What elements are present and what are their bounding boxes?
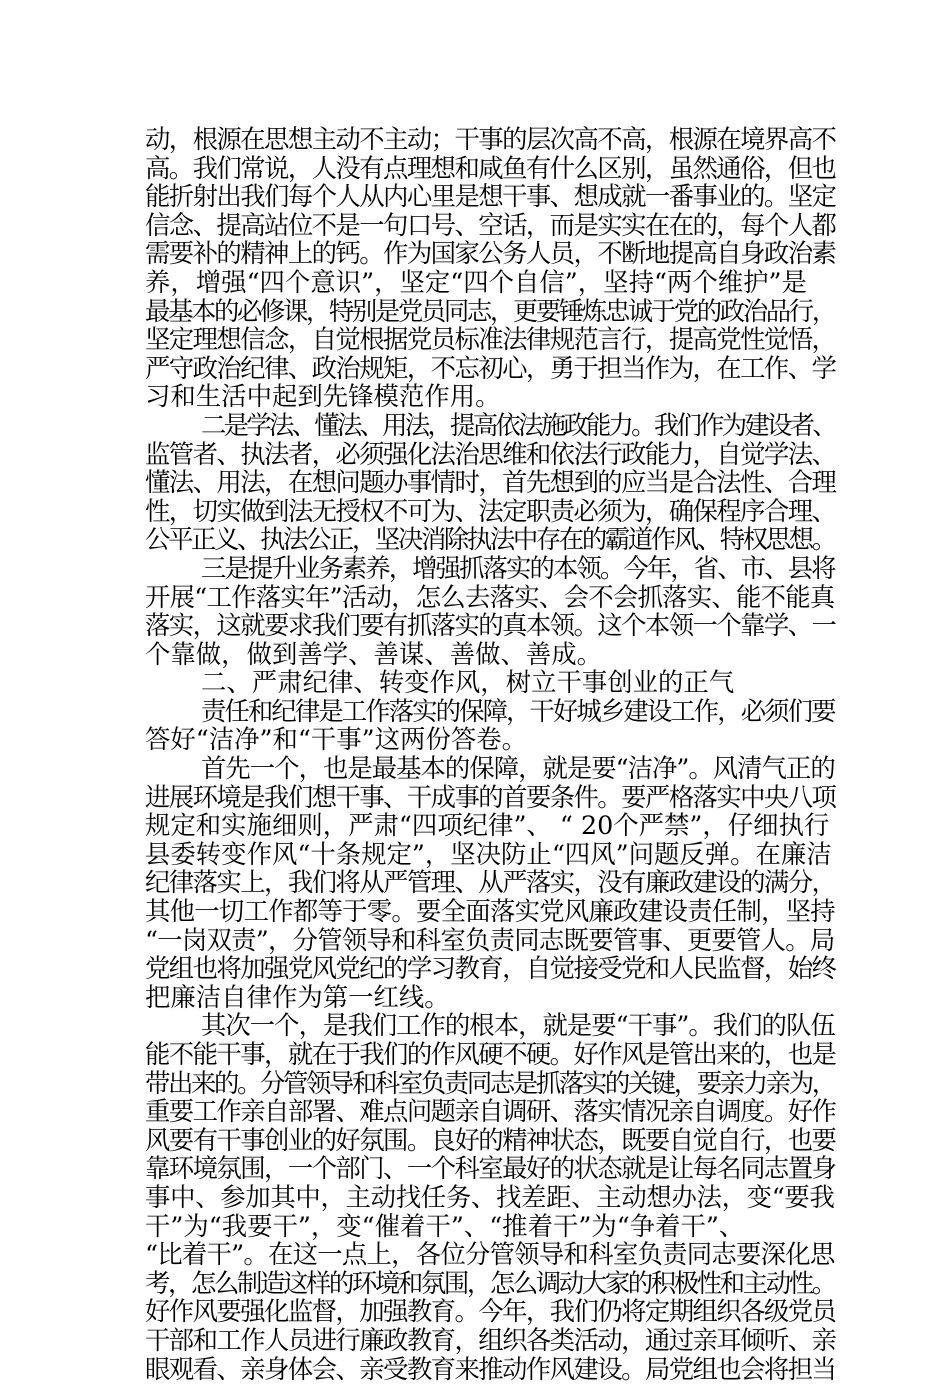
text-line: 党组也将加强党风党纪的学习教育，自觉接受党和人民监督，始终 bbox=[145, 953, 836, 984]
text-line: 其他一切工作都等于零。要全面落实党风廉政建设责任制，坚持 bbox=[145, 896, 835, 927]
text-line: 能折射出我们每个人从内心里是想干事、想成就一番事业的。坚定 bbox=[145, 181, 836, 212]
text-line: “比着干”。在这一点上，各位分管领导和科室负责同志要深化思 bbox=[145, 1239, 835, 1270]
text-line: 责任和纪律是工作落实的保障，干好城乡建设工作，必须们要 bbox=[201, 695, 835, 726]
text-line: 首先一个，也是最基本的保障，就是要“洁净”。风清气正的 bbox=[201, 753, 835, 784]
text-line: 养，增强“四个意识”，坚定“四个自信”，坚持“两个维护”是 bbox=[145, 266, 807, 297]
text-line: 信念、提高站位不是一句口号、空话，而是实实在在的，每个人都 bbox=[145, 209, 836, 240]
text-line: 进展环境是我们想干事、干成事的首要条件。要严格落实中央八项 bbox=[145, 781, 836, 812]
text-line: 其次一个，是我们工作的根本，就是要“干事”。我们的队伍 bbox=[201, 1010, 835, 1041]
text-line: 性，切实做到法无授权不可为、法定职责必须为，确保程序合理、 bbox=[145, 495, 836, 526]
text-line: 动，根源在思想主动不主动；干事的层次高不高，根源在境界高不 bbox=[145, 124, 836, 154]
text-line: 眼观看、亲身体会、亲受教育来推动作风建设。局党组也会将担当 bbox=[145, 1353, 836, 1384]
text-line: 最基本的必修课，特别是党员同志，更要锤炼忠诚于党的政治品行， bbox=[145, 295, 835, 326]
text-line: 习和生活中起到先锋模范作用。 bbox=[145, 381, 501, 412]
text-line: 纪律落实上，我们将从严管理、从严落实，没有廉政建设的满分， bbox=[145, 867, 836, 898]
text-line: 重要工作亲自部署、难点问题亲自调研、落实情况亲自调度。好作 bbox=[145, 1096, 836, 1127]
text-line: 事中、参加其中，主动找任务、找差距、主动想办法，变“要我 bbox=[145, 1181, 835, 1212]
text-line: 开展“工作落实年”活动，怎么去落实、会不会抓落实、能不能真 bbox=[145, 581, 835, 612]
text-line: 监管者、执法者，必须强化法治思维和依法行政能力，自觉学法、 bbox=[145, 438, 836, 469]
text-line: 三是提升业务素养，增强抓落实的本领。今年，省、市、县将 bbox=[201, 552, 835, 583]
text-line: 风要有干事创业的好氛围。良好的精神状态，既要自觉自行，也要 bbox=[145, 1124, 836, 1155]
text-line: 严守政治纪律、政治规矩，不忘初心，勇于担当作为，在工作、学 bbox=[145, 352, 836, 383]
text-line: 干部和工作人员进行廉政教育，组织各类活动，通过亲耳倾听、亲 bbox=[145, 1324, 836, 1355]
text-line: 二是学法、懂法、用法，提高依法施政能力。我们作为建设者、 bbox=[201, 409, 835, 440]
text-line: 个靠做，做到善学、善谋、善做、善成。 bbox=[145, 638, 603, 669]
text-line: 县委转变作风“十条规定”，坚决防止“四风”问题反弹。在廉洁 bbox=[145, 838, 832, 869]
text-line: 高。我们常说，人没有点理想和咸鱼有什么区别，虽然通俗，但也 bbox=[145, 152, 836, 183]
text-line: 答好“洁净”和“干事”这两份答卷。 bbox=[145, 724, 527, 755]
document-body-text bbox=[145, 125, 835, 1383]
text-line: 能不能干事，就在于我们的作风硬不硬。好作风是管出来的，也是 bbox=[145, 1039, 836, 1069]
text-line: 靠环境氛围，一个部门、一个科室最好的状态就是让每名同志置身 bbox=[145, 1153, 836, 1184]
text-line: 公平正义、执法公正，坚决消除执法中存在的霸道作风、特权思想。 bbox=[145, 524, 835, 555]
text-line: “一岗双责”，分管领导和科室负责同志既要管事、更要管人。局 bbox=[145, 924, 835, 955]
text-line: 懂法、用法，在想问题办事情时，首先想到的应当是合法性、合理 bbox=[145, 467, 836, 498]
text-line: 规定和实施细则，严肃“四项纪律”、 “ 20个严禁”，仔细执行 bbox=[145, 810, 830, 841]
text-line: 落实，这就要求我们要有抓落实的真本领。这个本领一个靠学、一 bbox=[145, 610, 836, 641]
text-line: 坚定理想信念，自觉根据党员标准法律规范言行，提高党性觉悟， bbox=[145, 324, 836, 355]
text-line: 考，怎么制造这样的环境和氛围，怎么调动大家的积极性和主动性。 bbox=[145, 1267, 835, 1298]
text-line: 二、严肃纪律、转变作风，树立干事创业的正气 bbox=[201, 667, 735, 698]
text-line: 需要补的精神上的钙。作为国家公务人员，不断地提高自身政治素 bbox=[145, 238, 836, 269]
text-line: 带出来的。分管领导和科室负责同志是抓落实的关键，要亲力亲为， bbox=[145, 1067, 835, 1098]
text-line: 好作风要强化监督，加强教育。今年，我们仍将定期组织各级党员 bbox=[145, 1296, 836, 1327]
text-line: 把廉洁自律作为第一红线。 bbox=[145, 981, 450, 1012]
text-line: 干”为“我要干”，变“催着干”、“推着干”为“争着干”、 bbox=[145, 1210, 745, 1241]
